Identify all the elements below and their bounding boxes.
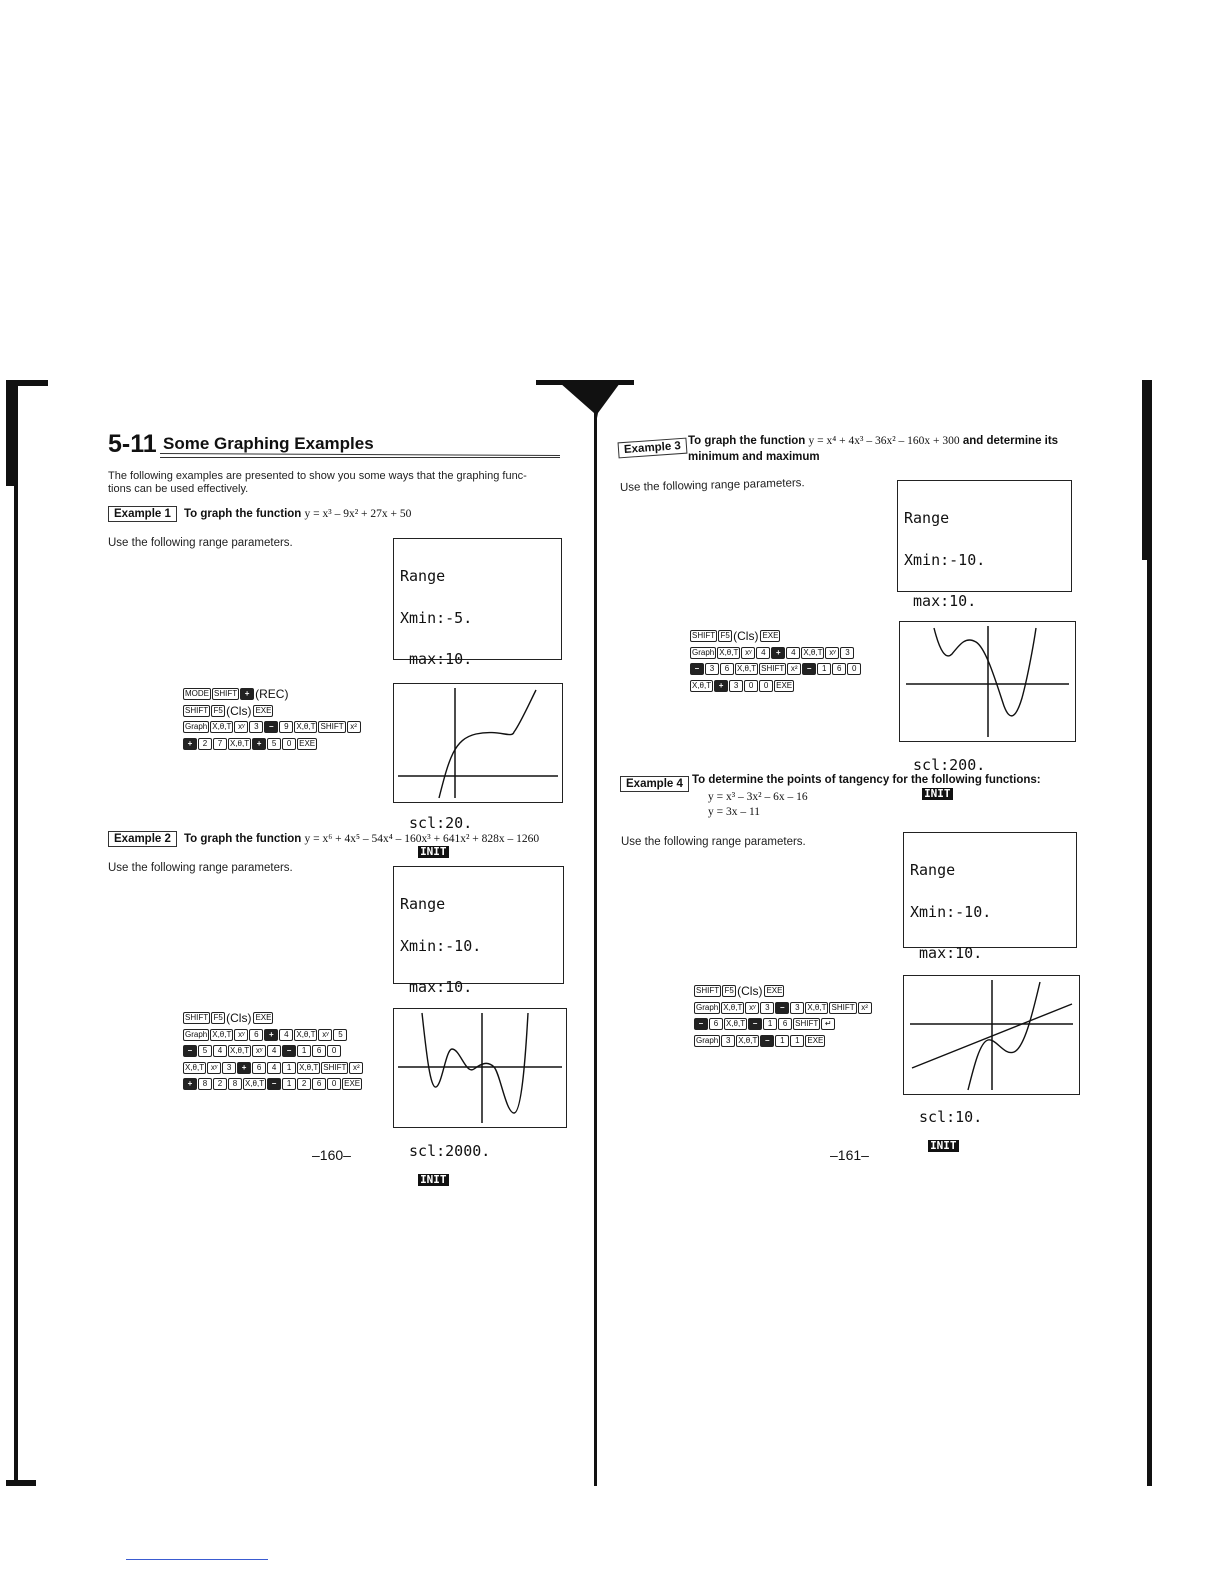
example-2-label: Example 2 bbox=[108, 831, 177, 847]
calculator-key: 6 bbox=[252, 1062, 266, 1074]
calculator-key: – bbox=[690, 663, 704, 675]
calculator-key: 3 bbox=[721, 1035, 735, 1047]
calculator-key: X,θ,T bbox=[737, 664, 757, 674]
example-4-function-2-text: y = 3x – 11 bbox=[708, 806, 761, 818]
example-1-title bbox=[184, 508, 411, 520]
calculator-key: – bbox=[183, 1045, 197, 1057]
title-underline-2 bbox=[160, 457, 560, 458]
calculator-key: X,θ,T bbox=[230, 1046, 250, 1056]
calculator-key: 1 bbox=[817, 663, 831, 675]
example-4-function-1-text: y = x³ – 3x² – 6x – 16 bbox=[708, 791, 808, 803]
calculator-key: 1 bbox=[297, 1045, 311, 1057]
calculator-key: xʸ bbox=[318, 1029, 332, 1041]
calculator-key: 3 bbox=[840, 647, 854, 659]
calculator-key: X,θ,T bbox=[296, 722, 316, 732]
left-page-number: –160– bbox=[312, 1147, 351, 1163]
example-3-title bbox=[688, 435, 1058, 447]
example-2-graph bbox=[393, 1008, 567, 1128]
calculator-key: 2 bbox=[198, 738, 212, 750]
calculator-key: 4 bbox=[267, 1062, 281, 1074]
calculator-key: SHIFT bbox=[831, 1002, 855, 1012]
calculator-key: 3 bbox=[729, 680, 743, 692]
calculator-key: xʸ bbox=[741, 647, 755, 659]
range-line: scl:2000. bbox=[400, 1142, 491, 1161]
example-4-key-sequence bbox=[694, 983, 873, 1049]
calculator-key: 6 bbox=[312, 1078, 326, 1090]
key-row bbox=[183, 1010, 364, 1027]
example-3-range-intro: Use the following range parameters. bbox=[619, 477, 805, 494]
calculator-key: 4 bbox=[786, 647, 800, 659]
calculator-key: 6 bbox=[778, 1018, 792, 1030]
range-line: scl:10. bbox=[910, 1108, 983, 1127]
calculator-key: 9 bbox=[279, 721, 293, 733]
calculator-key: x² bbox=[347, 721, 361, 733]
example-3-key-sequence bbox=[690, 628, 862, 694]
range-line: max:10. bbox=[400, 649, 473, 668]
key-caption: (Cls) bbox=[733, 629, 759, 643]
example-3-function: y = x⁴ + 4x³ – 36x² – 160x + 300 bbox=[808, 435, 960, 447]
calculator-key: 4 bbox=[213, 1045, 227, 1057]
example-3-graph-svg bbox=[900, 622, 1075, 741]
key-caption: (Cls) bbox=[226, 1011, 252, 1025]
key-caption: (REC) bbox=[255, 687, 289, 701]
range-line: scl:20. bbox=[400, 814, 473, 833]
calculator-key: – bbox=[694, 1018, 708, 1030]
example-1-graph-svg bbox=[394, 684, 562, 802]
key-row bbox=[694, 1016, 873, 1033]
calculator-key: 3 bbox=[760, 1002, 774, 1014]
calculator-key: + bbox=[237, 1062, 251, 1074]
calculator-key: – bbox=[267, 1078, 281, 1090]
gutter-notch bbox=[560, 383, 620, 423]
calculator-key: SHIFT bbox=[692, 631, 716, 641]
calculator-key: Graph bbox=[185, 722, 208, 732]
calculator-key: 5 bbox=[333, 1029, 347, 1041]
example-4-graph bbox=[903, 975, 1080, 1095]
calculator-key: x² bbox=[787, 663, 801, 675]
calculator-key: X,θ,T bbox=[723, 1002, 743, 1012]
calculator-key: – bbox=[748, 1018, 762, 1030]
example-4-function-1 bbox=[708, 791, 808, 803]
example-4-range-screen bbox=[903, 832, 1077, 1153]
key-row bbox=[694, 1000, 873, 1017]
calculator-key: X,θ,T bbox=[185, 1062, 205, 1072]
calculator-key: SHIFT bbox=[214, 689, 238, 699]
calculator-key: SHIFT bbox=[761, 664, 785, 674]
calculator-key: + bbox=[240, 688, 254, 700]
key-row bbox=[690, 628, 862, 645]
calculator-key: x² bbox=[349, 1062, 363, 1074]
calculator-key: 1 bbox=[763, 1018, 777, 1030]
key-row bbox=[183, 1060, 364, 1077]
calculator-key: X,θ,T bbox=[212, 1029, 232, 1039]
calculator-key: 8 bbox=[228, 1078, 242, 1090]
init-badge: INIT bbox=[930, 1139, 957, 1153]
calculator-key: 5 bbox=[267, 738, 281, 750]
calculator-key: 1 bbox=[282, 1078, 296, 1090]
calculator-key: 3 bbox=[790, 1002, 804, 1014]
calculator-key: EXE bbox=[299, 738, 316, 748]
example-3-range-screen bbox=[897, 480, 1072, 801]
calculator-key: 4 bbox=[279, 1029, 293, 1041]
calculator-key: X,θ,T bbox=[296, 1029, 316, 1039]
calculator-key: 4 bbox=[756, 647, 770, 659]
example-4-range-intro: Use the following range parameters. bbox=[621, 836, 806, 848]
calculator-key: 0 bbox=[744, 680, 758, 692]
example-2-graph-svg bbox=[394, 1009, 566, 1127]
calculator-key: Graph bbox=[696, 1035, 719, 1045]
calculator-key: 0 bbox=[282, 738, 296, 750]
range-line: Xmin:-5. bbox=[400, 608, 473, 627]
calculator-key: F5 bbox=[722, 985, 736, 997]
range-line: Range bbox=[910, 861, 956, 880]
scan-artifact-line bbox=[126, 1559, 268, 1560]
calculator-key: 0 bbox=[327, 1078, 341, 1090]
calculator-key: + bbox=[183, 1078, 197, 1090]
key-row bbox=[690, 661, 862, 678]
key-row bbox=[183, 703, 362, 720]
left-bottom-corner bbox=[6, 1480, 36, 1486]
left-spine-line bbox=[14, 386, 18, 1484]
calculator-key: X,θ,T bbox=[738, 1035, 758, 1045]
range-line: scl:200. bbox=[904, 756, 986, 775]
calculator-key: 6 bbox=[312, 1045, 326, 1057]
key-row bbox=[183, 736, 362, 753]
range-line: Range bbox=[400, 567, 446, 586]
calculator-key: SHIFT bbox=[696, 986, 720, 996]
calculator-key: 3 bbox=[705, 663, 719, 675]
section-title: Some Graphing Examples bbox=[163, 434, 374, 453]
example-2-key-sequence bbox=[183, 1010, 364, 1093]
calculator-key: EXE bbox=[776, 680, 793, 690]
calculator-key: F5 bbox=[211, 705, 225, 717]
right-cover-side bbox=[1147, 380, 1152, 1486]
calculator-key: xʸ bbox=[825, 647, 839, 659]
calculator-key: SHIFT bbox=[323, 1062, 347, 1072]
calculator-key: + bbox=[714, 680, 728, 692]
section-number: 5-11 bbox=[108, 430, 157, 458]
calculator-key: – bbox=[282, 1045, 296, 1057]
calculator-key: – bbox=[264, 721, 278, 733]
example-1-key-sequence bbox=[183, 686, 362, 752]
calculator-key: EXE bbox=[255, 1013, 272, 1023]
calculator-key: 8 bbox=[198, 1078, 212, 1090]
calculator-key: SHIFT bbox=[185, 705, 209, 715]
calculator-key: 1 bbox=[775, 1035, 789, 1047]
calculator-key: 3 bbox=[249, 721, 263, 733]
calculator-key: 7 bbox=[213, 738, 227, 750]
calculator-key: xʸ bbox=[252, 1045, 266, 1057]
example-1-label: Example 1 bbox=[108, 506, 177, 522]
example-2-title-prefix: To graph the function bbox=[184, 833, 302, 845]
calculator-key: EXE bbox=[762, 631, 779, 641]
calculator-key: X,θ,T bbox=[807, 1002, 827, 1012]
range-line: Range bbox=[400, 895, 446, 914]
calculator-key: X,θ,T bbox=[692, 680, 712, 690]
calculator-key: – bbox=[760, 1035, 774, 1047]
calculator-key: X,θ,T bbox=[230, 738, 250, 748]
key-row bbox=[183, 1027, 364, 1044]
calculator-key: 6 bbox=[249, 1029, 263, 1041]
key-row bbox=[183, 1043, 364, 1060]
key-row bbox=[690, 678, 862, 695]
example-2-function: y = x⁶ + 4x⁵ – 54x⁴ – 160x³ + 641x² + 828x – 1260 bbox=[304, 833, 540, 845]
init-badge: INIT bbox=[420, 1173, 447, 1187]
calculator-key: ↵ bbox=[821, 1018, 835, 1030]
calculator-key: 5 bbox=[198, 1045, 212, 1057]
range-line: Xmin:-10. bbox=[400, 936, 482, 955]
example-1-function: y = x³ – 9x² + 27x + 50 bbox=[304, 508, 412, 520]
calculator-key: 6 bbox=[832, 663, 846, 675]
title-underline bbox=[160, 453, 560, 456]
calculator-key: 3 bbox=[222, 1062, 236, 1074]
calculator-key: + bbox=[252, 738, 266, 750]
calculator-key: Graph bbox=[185, 1029, 208, 1039]
calculator-key: xʸ bbox=[234, 721, 248, 733]
right-page-number: –161– bbox=[830, 1147, 869, 1163]
calculator-key: Graph bbox=[692, 647, 715, 657]
key-row bbox=[183, 1076, 364, 1093]
gutter-line bbox=[594, 400, 597, 1486]
calculator-key: EXE bbox=[807, 1035, 824, 1045]
calculator-key: X,θ,T bbox=[212, 722, 232, 732]
calculator-key: MODE bbox=[185, 689, 209, 699]
example-4-title: To determine the points of tangency for the following functions: bbox=[692, 774, 1041, 786]
calculator-key: X,θ,T bbox=[726, 1019, 746, 1029]
calculator-key: + bbox=[264, 1029, 278, 1041]
range-line: Range bbox=[904, 509, 950, 528]
range-line: Xmin:-10. bbox=[910, 902, 992, 921]
calculator-key: xʸ bbox=[207, 1062, 221, 1074]
calculator-key: EXE bbox=[766, 986, 783, 996]
example-1-graph bbox=[393, 683, 563, 803]
key-row bbox=[694, 1033, 873, 1050]
calculator-key: xʸ bbox=[234, 1029, 248, 1041]
example-4-graph-svg bbox=[904, 976, 1079, 1094]
calculator-key: 0 bbox=[759, 680, 773, 692]
example-2-range-screen bbox=[393, 866, 564, 1187]
example-3-title-line-2: minimum and maximum bbox=[688, 451, 820, 463]
calculator-key: 6 bbox=[720, 663, 734, 675]
example-2-range-intro: Use the following range parameters. bbox=[108, 862, 293, 874]
example-4-function-2 bbox=[708, 806, 760, 818]
key-row bbox=[694, 983, 873, 1000]
calculator-key: 2 bbox=[213, 1078, 227, 1090]
example-2-title bbox=[184, 833, 539, 845]
calculator-key: X,θ,T bbox=[299, 1062, 319, 1072]
calculator-key: 4 bbox=[267, 1045, 281, 1057]
key-caption: (Cls) bbox=[226, 703, 252, 718]
key-caption: (Cls) bbox=[737, 984, 763, 998]
range-line: Xmin:-10. bbox=[904, 550, 986, 569]
calculator-key: SHIFT bbox=[320, 722, 344, 732]
calculator-key: xʸ bbox=[745, 1002, 759, 1014]
calculator-key: – bbox=[775, 1002, 789, 1014]
calculator-key: SHIFT bbox=[185, 1013, 209, 1023]
calculator-key: 0 bbox=[327, 1045, 341, 1057]
calculator-key: X,θ,T bbox=[719, 647, 739, 657]
example-3-title-suffix: and determine its bbox=[962, 435, 1059, 447]
calculator-key: X,θ,T bbox=[245, 1079, 265, 1089]
example-1-title-prefix: To graph the function bbox=[184, 508, 302, 520]
example-1-range-intro: Use the following range parameters. bbox=[108, 537, 293, 549]
calculator-key: 2 bbox=[297, 1078, 311, 1090]
init-badge: INIT bbox=[420, 845, 447, 859]
intro-line-2: tions can be used effectively. bbox=[108, 483, 249, 495]
calculator-key: 6 bbox=[709, 1018, 723, 1030]
calculator-key: EXE bbox=[344, 1079, 361, 1089]
example-3-graph bbox=[899, 621, 1076, 742]
range-line: max:10. bbox=[400, 977, 473, 996]
calculator-key: Graph bbox=[696, 1002, 719, 1012]
example-3-label: Example 3 bbox=[618, 438, 688, 459]
calculator-key: EXE bbox=[255, 705, 272, 715]
example-3-title-prefix: To graph the function bbox=[688, 435, 806, 447]
calculator-key: + bbox=[771, 647, 785, 659]
key-row bbox=[183, 719, 362, 736]
intro-line-1: The following examples are presented to show you some ways that the graphing func- bbox=[108, 470, 527, 482]
calculator-key: x² bbox=[858, 1002, 872, 1014]
calculator-key: X,θ,T bbox=[803, 647, 823, 657]
calculator-key: + bbox=[183, 738, 197, 750]
range-line: max:10. bbox=[904, 591, 977, 610]
calculator-key: 1 bbox=[282, 1062, 296, 1074]
init-badge: INIT bbox=[924, 787, 951, 801]
calculator-key: 1 bbox=[790, 1035, 804, 1047]
key-row bbox=[690, 645, 862, 662]
calculator-key: 0 bbox=[847, 663, 861, 675]
calculator-key: F5 bbox=[718, 630, 732, 642]
calculator-key: SHIFT bbox=[795, 1019, 819, 1029]
example-4-label: Example 4 bbox=[620, 776, 689, 792]
calculator-key: – bbox=[802, 663, 816, 675]
calculator-key: F5 bbox=[211, 1012, 225, 1024]
key-row bbox=[183, 686, 362, 703]
range-line: max:10. bbox=[910, 943, 983, 962]
